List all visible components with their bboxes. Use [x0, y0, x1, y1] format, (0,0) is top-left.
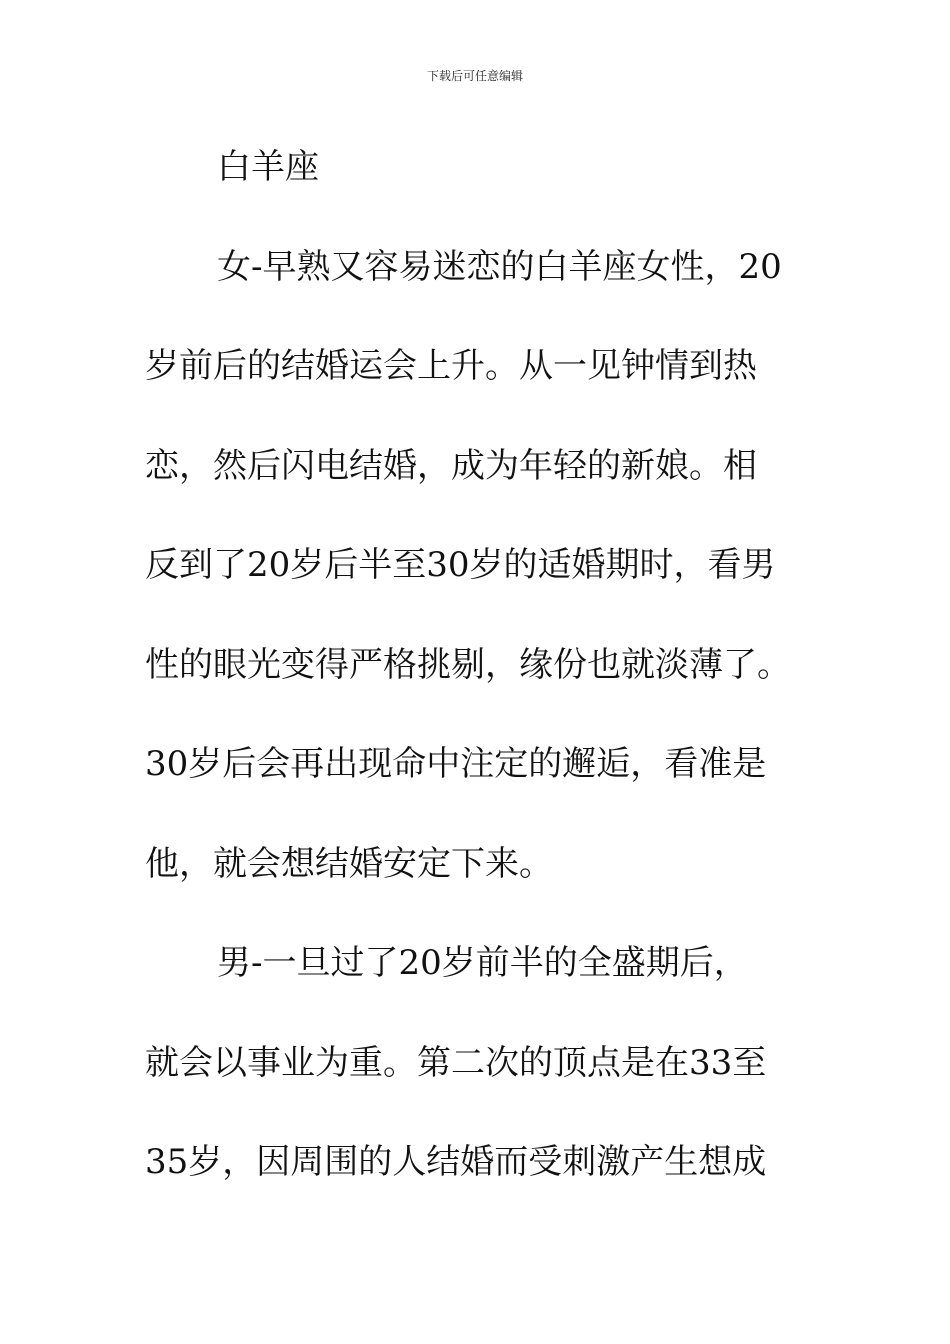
paragraph-line: 他，就会想结婚安定下来。 — [145, 843, 553, 884]
document-title: 白羊座 — [217, 147, 319, 187]
paragraph-line: 男-一旦过了20岁前半的全盛期后， — [217, 943, 748, 983]
paragraph-line: 就会以事业为重。第二次的顶点是在33至 — [145, 1042, 767, 1083]
paragraph-line: 35岁，因周围的人结婚而受刺激产生想成 — [145, 1142, 767, 1182]
paragraph-line: 女-早熟又容易迷恋的白羊座女性，20 — [217, 246, 782, 287]
document-body — [145, 118, 810, 1213]
header-note: 下载后可任意编辑 — [426, 69, 523, 83]
paragraph-line: 30岁后会再出现命中注定的邂逅，看准是 — [145, 744, 767, 784]
paragraph-line: 恋，然后闪电结婚，成为年轻的新娘。相 — [145, 445, 757, 486]
paragraph-line: 反到了20岁后半至30岁的适婚期时，看男 — [145, 545, 776, 585]
paragraph-line: 岁前后的结婚运会上升。从一见钟情到热 — [145, 346, 757, 386]
paragraph-line: 性的眼光变得严格挑剔，缘份也就淡薄了。 — [145, 644, 791, 685]
